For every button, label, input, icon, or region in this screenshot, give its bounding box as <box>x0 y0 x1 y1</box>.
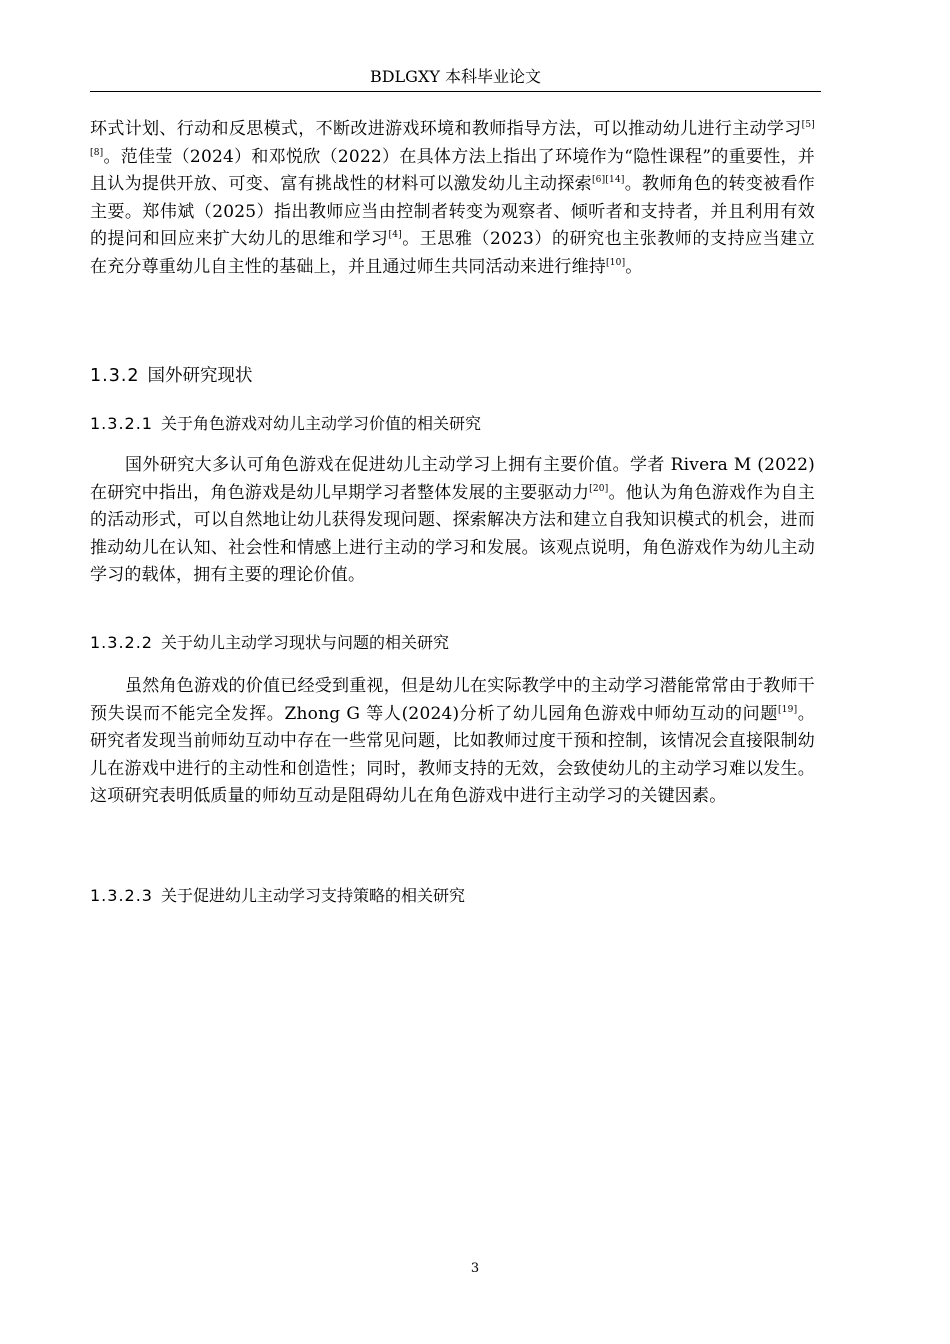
citation: [4] <box>388 230 402 240</box>
citation: [19] <box>778 704 798 715</box>
subsection-heading-1-3-2-1 <box>90 413 481 435</box>
paragraph-status-problems <box>90 673 815 811</box>
text-run: 。他认为角色游戏作为自主的活动形式，可以自然地让幼儿获得发现问题、探索解决方法和建立自我知识模式的机会，进而推动幼儿在认知、社会性和情感上进行主动的学习和发展。该观点说明，角色游戏作为幼儿主动学习的载体，拥有主要的理论价值。 <box>90 482 815 585</box>
section-number: 1.3.2 <box>90 366 140 386</box>
section-title: 关于幼儿主动学习现状与问题的相关研究 <box>160 633 449 652</box>
section-heading-1-3-2 <box>90 364 253 388</box>
text-run: 。 <box>625 256 643 277</box>
citation: [20] <box>589 483 609 494</box>
page-number: 3 <box>470 1261 480 1276</box>
text-run: 国外研究大多认可角色游戏在促进幼儿主动学习上拥有主要价值。学者 Rivera M (2022)在研究中指出，角色游戏是幼儿早期学习者整体发展的主要驱动力 <box>90 455 815 503</box>
text-run: 。研究者发现当前师幼互动中存在一些常见问题，比如教师过度干预和控制，该情况会直接限制幼儿在游戏中进行的主动性和创造性；同时，教师支持的无效，会致使幼儿的主动学习难以发生。这项研究表明低质量的师幼互动是阻碍幼儿在角色游戏中进行主动学习的关键因素。 <box>90 703 815 806</box>
section-number: 1.3.2.2 <box>90 633 153 652</box>
subsection-heading-1-3-2-2 <box>90 632 449 654</box>
text-run: 。王思雅（2023）的研究也主张教师的支持应当建立在充分尊重幼儿自主性的基础上，并且通过师生共同活动来进行维持 <box>90 229 816 277</box>
citation: [5][8] <box>90 120 815 158</box>
paragraph-continued <box>90 116 815 281</box>
section-title: 关于角色游戏对幼儿主动学习价值的相关研究 <box>160 414 481 433</box>
header-rule <box>90 91 821 92</box>
section-number: 1.3.2.3 <box>90 886 153 905</box>
subsection-heading-1-3-2-3 <box>90 885 465 907</box>
running-header: BDLGXY 本科毕业论文 <box>369 67 542 86</box>
citation: [6][14] <box>591 175 625 185</box>
citation: [10] <box>606 257 626 268</box>
section-title: 国外研究现状 <box>147 366 253 386</box>
text-run: 。教师角色的转变被看作主要。郑伟斌（2025）指出教师应当由控制者转变为观察者、倾听者和支持者，并且利用有效的提问和回应来扩大幼儿的思维和学习 <box>90 174 815 249</box>
text-run: 环式计划、行动和反思模式，不断改进游戏环境和教师指导方法，可以推动幼儿进行主动学习 <box>90 119 802 139</box>
section-number: 1.3.2.1 <box>90 414 153 433</box>
section-title: 关于促进幼儿主动学习支持策略的相关研究 <box>160 886 465 905</box>
paragraph-role-play-value <box>90 452 815 590</box>
text-run: 。范佳莹（2024）和邓悦欣（2022）在具体方法上指出了环境作为“隐性课程”的重要性，并且认为提供开放、可变、富有挑战性的材料可以激发幼儿主动探索 <box>90 146 815 194</box>
text-run: 虽然角色游戏的价值已经受到重视，但是幼儿在实际教学中的主动学习潜能常常由于教师干预失误而不能完全发挥。Zhong G 等人(2024)分析了幼儿园角色游戏中师幼互动的问题 <box>90 676 815 724</box>
